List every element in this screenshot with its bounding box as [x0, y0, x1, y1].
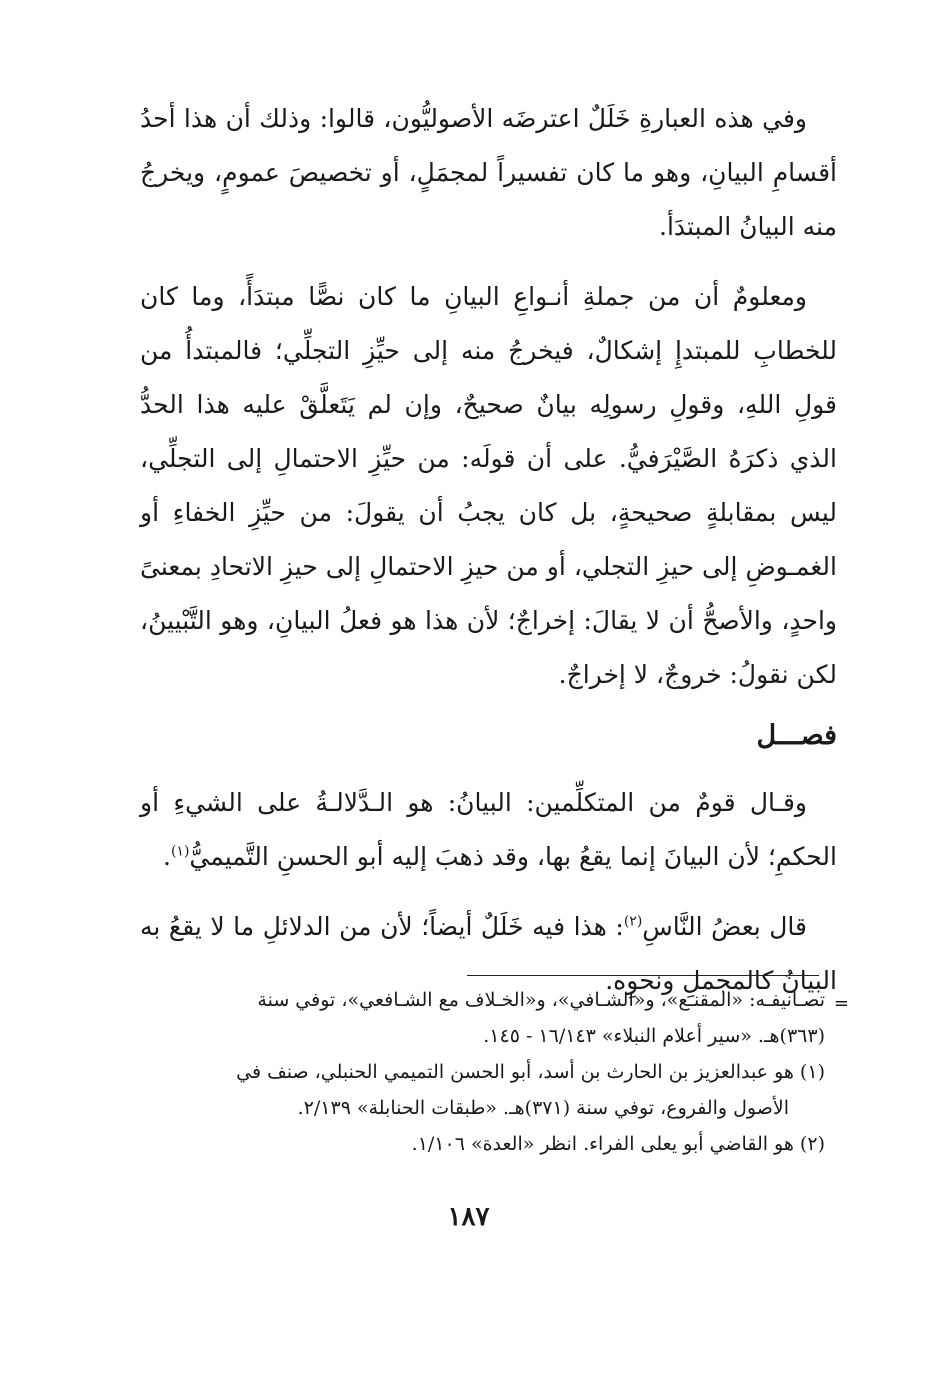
paragraph-4-start: قال بعضُ النَّاسِ [642, 912, 807, 941]
section-heading: فصـــل [756, 720, 837, 751]
footnote-continued-line-1: تصـانيفـه: «المقنـع»، و«الشـافي»، و«الخـلاف مع الشـافعي»، توفي سنة [257, 989, 825, 1011]
footnote-2: (٢) هو القاضي أبو يعلى الفراء. انظر «العدة» ١/١٠٦. [411, 1133, 825, 1155]
footnote-ref-1[interactable]: (١) [170, 843, 190, 860]
footnote-ref-2[interactable]: (٢) [623, 913, 643, 930]
paragraph-2: ومعلومٌ أن من جملةِ أنـواعِ البيانِ ما كان نصًّا مبتدَأً، وما كان للخطابِ للمبتدإِ إشكالٌ، فيخرجُ منه إلى حيِّزِ التجلِّي؛ فالمبتدأُ من قولِ اللهِ، وقولِ رسولِه بيانٌ صحيحٌ، وإن لم يَتَعلَّقْ عليه هذا الحدُّ الذي ذكرَهُ الصَّيْرَفيُّ. على أن قولَه: من حيِّزِ الاحتمالِ إلى التجلِّي، ليس بمقابلةٍ صحيحةٍ، بل كان يجبُ أن يقولَ: من حيِّزِ الخفاءِ أو الغمـوضِ إلى حيزِ التجلي، أو من حيزِ الاحتمالِ إلى حيزِ الاتحادِ بمعنىً واحدٍ، والأصحُّ أن لا يقالَ: إخراجٌ؛ لأن هذا هو فعلُ البيانِ، وهو التَّبْيينُ، لكن نقولُ: خروجٌ، لا إخراجٌ. [140, 282, 837, 689]
footnote-separator [467, 975, 819, 976]
paragraph-3-text: وقـال قومٌ من المتكلِّمين: البيانُ: هو الـدَّلالـةُ على الشيءِ أو الحكمِ؛ لأن البيانَ إنما يقعُ بها، وقد ذهبَ إليه أبو الحسنِ التَّميميُّ [140, 788, 837, 871]
footnote-continuation-mark: = [833, 993, 849, 1014]
footnote-1-line-1: (١) هو عبدالعزيز بن الحارث بن أسد، أبو الحسن التميمي الحنبلي، صنف في [236, 1061, 825, 1083]
paragraph-3 [140, 776, 837, 884]
main-text [140, 92, 837, 1024]
paragraph-3-end: . [163, 842, 171, 871]
paragraph-4-text: : هذا فيه خَلَلٌ أيضاً؛ لأن من الدلائلِ ما لا يقعُ به البيانُ كالمجملِ ونحوِه. [140, 912, 837, 995]
footnote-1-line-2: الأصول والفروع، توفي سنة (٣٧١)هـ. «طبقات الحنابلة» ٢/١٣٩. [297, 1097, 789, 1119]
footnotes [140, 982, 825, 1162]
page-number: ١٨٧ [447, 1202, 490, 1232]
footnote-continued-line-2: (٣٦٣)هـ. «سير أعلام النبلاء» ١٦/١٤٣ - ١٤٥. [483, 1025, 825, 1047]
paragraph-1: وفي هذه العبارةِ خَلَلٌ اعترضَه الأصوليُّون، قالوا: وذلك أن هذا أحدُ أقسامِ البيانِ، وهو ما كان تفسيراً لمجمَلٍ، أو تخصيصَ عمومٍ، ويخرجُ منه البيانُ المبتدَأ. [140, 104, 837, 241]
